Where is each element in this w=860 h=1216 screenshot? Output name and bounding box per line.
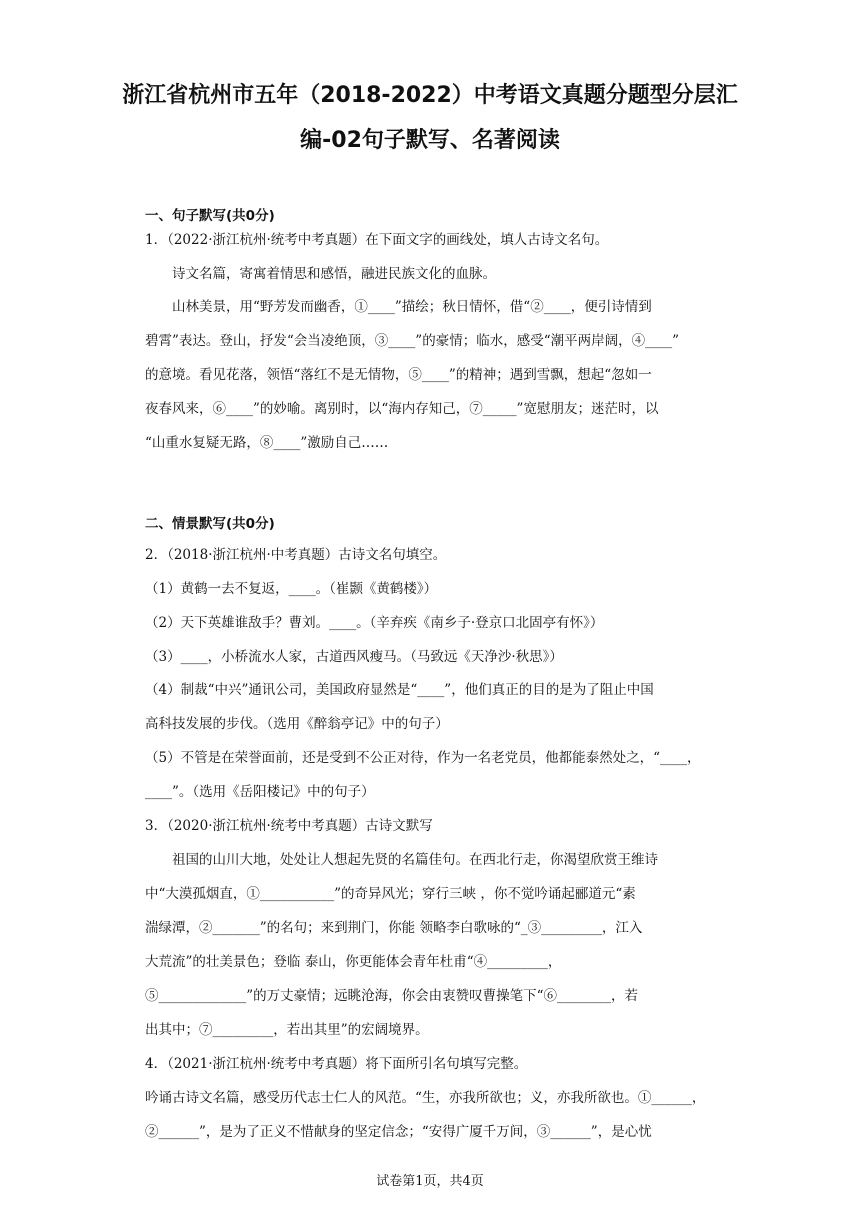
question-1-text: 碧霄”表达。登山，抒发“会当凌绝顶，③____”的豪情；临水，感受“潮平两岸阔，④____” — [145, 333, 680, 349]
question-2-item: （5）不管是在荣誉面前，还是受到不公正对待，作为一名老党员，他都能泰然处之，“____， — [145, 750, 701, 766]
document-title-line-2: 编-02句子默写、名著阅读 — [300, 128, 560, 153]
question-1-stem: 1．（2022·浙江杭州·统考中考真题）在下面文字的画线处，填人古诗文名句。 — [145, 232, 609, 248]
question-3-text: 祖国的山川大地，处处让人想起先贤的名篇佳句。在西北行走，你渴望欣赏王维诗 — [172, 852, 658, 868]
question-2-item: （1）黄鹤一去不复返，____。（崔颢《黄鹤楼》） — [145, 581, 438, 597]
question-1-text: “山重水复疑无路，⑧____”激励自己…… — [145, 435, 389, 451]
question-3-text: ⑤_____________”的万丈豪情；远眺沧海，你会由衷赞叹曹操笔下“⑥________，若 — [145, 988, 639, 1004]
question-4-text: ②______”，是为了正义不惜献身的坚定信念；“安得广厦千万间，③______”，是心忧 — [145, 1124, 652, 1140]
question-2-item: ____”。（选用《岳阳楼记》中的句子） — [145, 784, 375, 800]
question-3-text: 大荒流”的壮美景色；登临 泰山，你更能体会青年杜甫“④_________， — [145, 954, 562, 970]
question-3-text: 湍绿潭，②_______”的名句；来到荆门，你能 领略李白歌咏的“_③_________，江入 — [145, 920, 643, 936]
question-1-text: 诗文名篇，寄寓着情思和感悟，融进民族文化的血脉。 — [172, 266, 496, 282]
question-2-item: （3）____，小桥流水人家，古道西风瘦马。（马致远《天净沙·秋思》） — [145, 649, 563, 665]
question-1-text: 夜春风来，⑥____”的妙喻。离别时，以“海内存知己，⑦_____”宽慰朋友；迷茫时，以 — [145, 401, 659, 417]
question-4-text: 吟诵古诗文名篇，感受历代志士仁人的风范。“生，亦我所欲也；义，亦我所欲也。①______， — [145, 1090, 706, 1106]
document-title-line-1: 浙江省杭州市五年（2018-2022）中考语文真题分题型分层汇 — [122, 83, 738, 108]
question-4-stem: 4．（2021·浙江杭州·统考中考真题）将下面所引名句填写完整。 — [145, 1056, 528, 1072]
question-2-item: 高科技发展的步伐。（选用《醉翁亭记》中的句子） — [145, 716, 449, 732]
section-heading-1: 一、句子默写(共0分) — [145, 208, 275, 224]
question-3-text: 出其中；⑦_________，若出其里”的宏阔境界。 — [145, 1022, 429, 1038]
question-3-text: 中“大漠孤烟直，①___________”的奇异风光；穿行三峡 ，你不觉吟诵起郦道元“素 — [145, 886, 636, 902]
question-2-item: （2）天下英雄谁敌手？曹刘。____。（辛弃疾《南乡子·登京口北固亭有怀》） — [145, 615, 604, 631]
question-2-stem: 2．（2018·浙江杭州·中考真题）古诗文名句填空。 — [145, 547, 447, 563]
question-3-stem: 3．（2020·浙江杭州·统考中考真题）古诗文默写 — [145, 818, 433, 834]
section-heading-2: 二、情景默写(共0分) — [145, 516, 275, 532]
question-1-text: 山林美景，用“野芳发而幽香，①____”描绘；秋日情怀，借“②____，便引诗情到 — [172, 299, 652, 315]
question-1-text: 的意境。看见花落，领悟“落红不是无情物，⑤____”的精神；遇到雪飘，想起“忽如一 — [145, 367, 652, 383]
page-footer: 试卷第1页，共4页 — [376, 1174, 484, 1189]
question-2-item: （4）制裁“中兴”通讯公司，美国政府显然是“____”，他们真正的目的是为了阻止中国 — [145, 682, 654, 698]
